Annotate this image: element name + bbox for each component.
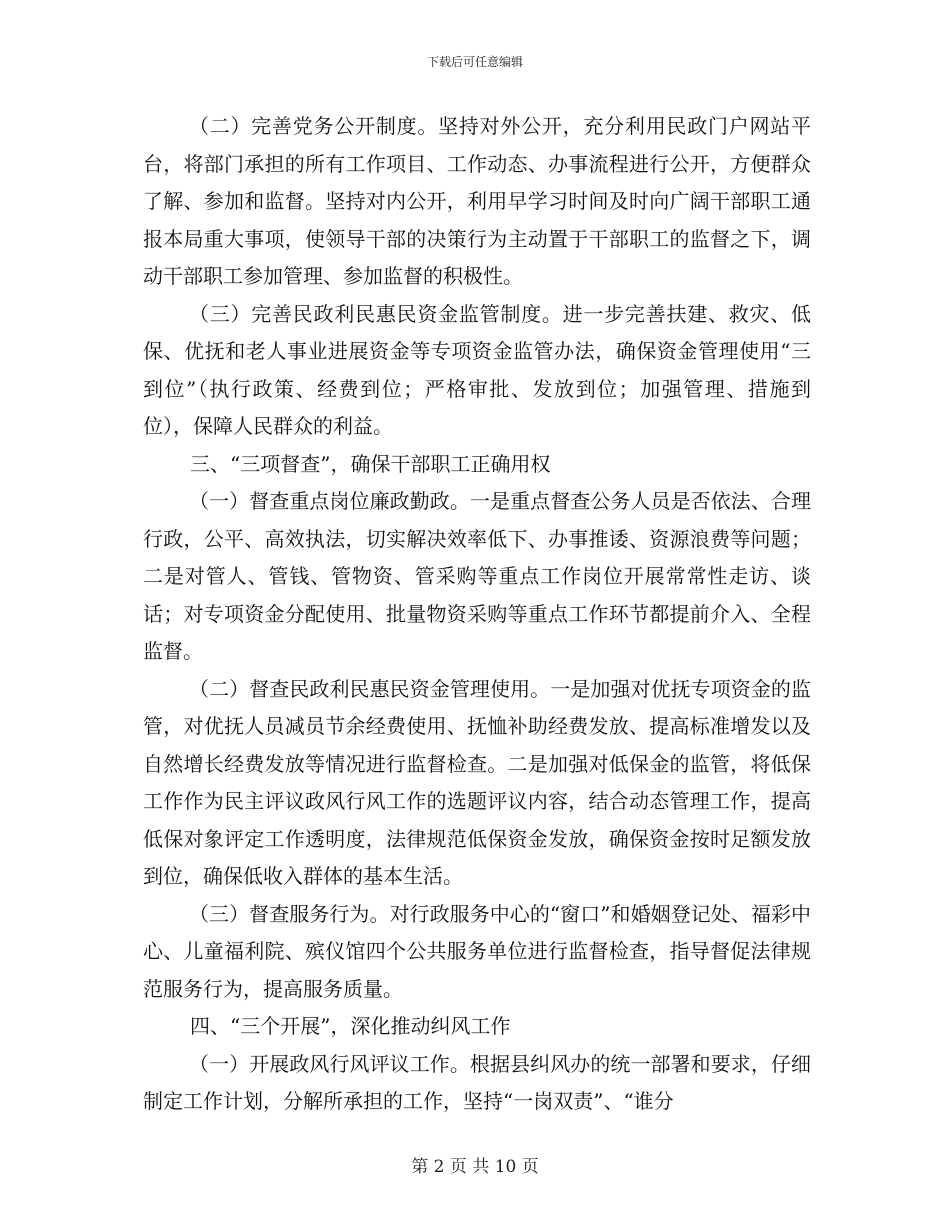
page-header-note: 下载后可任意编辑 — [426, 55, 523, 69]
section-heading-three-inspections: 三、“三项督查”，确保干部职工正确用权 — [190, 451, 551, 476]
document-body — [143, 108, 811, 1121]
paragraph-funds-supervision-system: （三）完善民政利民惠民资金监管制度。进一步完善扶建、救灾、低保、优抚和老人事业进展资金等专项资金监管办法，确保资金管理使用“三到位”（执行政策、经费到位；严格审批、发放到位；加强管理、措施到位），保障人民群众的利益。 — [143, 301, 811, 438]
paragraph-key-post-inspection: （一）督查重点岗位廉政勤政。一是重点督查公务人员是否依法、合理行政，公平、高效执法，切实解决效率低下、办事推诿、资源浪费等问题；二是对管人、管钱、管物资、管采购等重点工作岗位开展常常性走访、谈话；对专项资金分配使用、批量物资采购等重点工作环节都提前介入、全程监督。 — [143, 489, 811, 663]
page-number-footer: 第 2 页 共 10 页 — [411, 1157, 539, 1177]
paragraph-style-evaluation-work: （一）开展政风行风评议工作。根据县纠风办的统一部署和要求，仔细制定工作计划，分解所承担的工作，坚持“一岗双责”、“谁分 — [143, 1051, 811, 1113]
paragraph-party-affairs-disclosure: （二）完善党务公开制度。坚持对外公开，充分利用民政门户网站平台，将部门承担的所有工作项目、工作动态、办事流程进行公开，方便群众了解、参加和监督。坚持对内公开，利用早学习时间及时向广阔干部职工通报本局重大事项，使领导干部的决策行为主动置于干部职工的监督之下，调动干部职工参加管理、参加监督的积极性。 — [143, 114, 811, 288]
paragraph-service-behavior-inspection: （三）督查服务行为。对行政服务中心的“窗口”和婚姻登记处、福彩中心、儿童福利院、殡仪馆四个公共服务单位进行监督检查，指导督促法律规范服务行为，提高服务质量。 — [143, 901, 811, 1001]
paragraph-funds-use-inspection: （二）督查民政利民惠民资金管理使用。一是加强对优抚专项资金的监管，对优抚人员减员节余经费使用、抚恤补助经费发放、提高标准增发以及自然增长经费发放等情况进行监督检查。二是加强对低保金的监管，将低保工作作为民主评议政风行风工作的选题评议内容，结合动态管理工作，提高低保对象评定工作透明度，法律规范低保资金发放，确保资金按时足额发放到位，确保低收入群体的基本生活。 — [143, 676, 811, 888]
section-heading-three-developments: 四、“三个开展”，深化推动纠风工作 — [190, 1014, 511, 1038]
